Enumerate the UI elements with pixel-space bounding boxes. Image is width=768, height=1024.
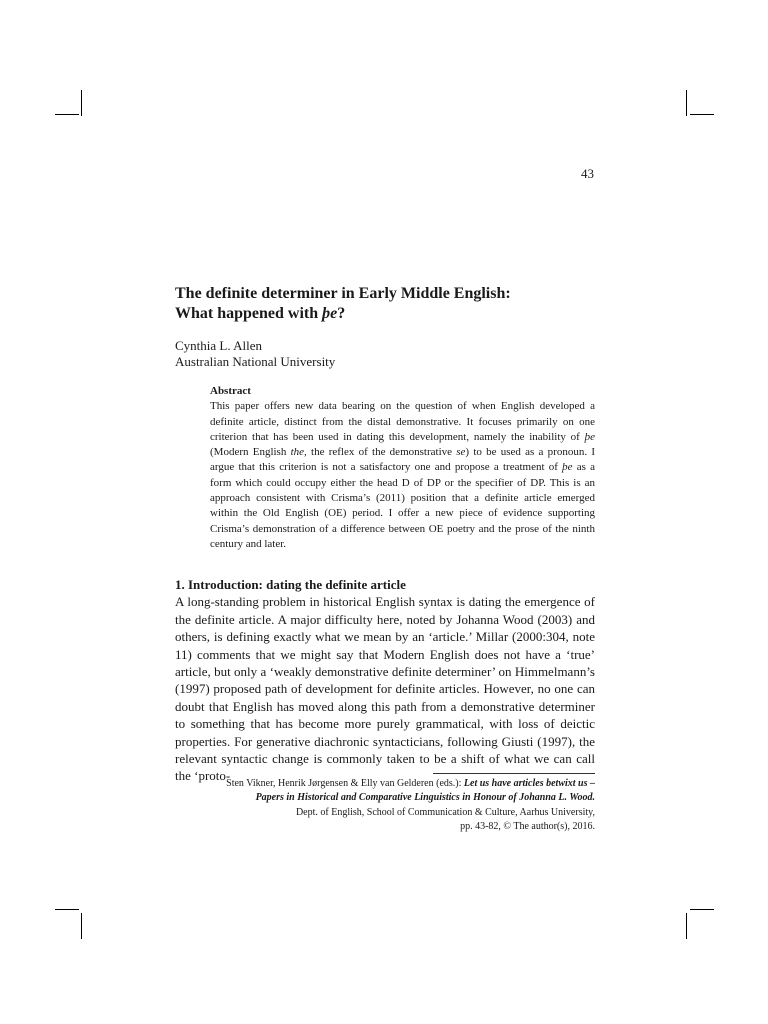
abstract-text: (Modern English <box>210 446 291 459</box>
section-introduction <box>175 576 595 785</box>
title-text: What happened with <box>175 305 323 322</box>
crop-mark <box>690 114 714 115</box>
crop-mark <box>81 913 82 939</box>
author-name: Cynthia L. Allen <box>175 338 263 353</box>
crop-mark <box>686 90 687 116</box>
abstract-italic: the, <box>290 446 307 459</box>
abstract-italic: þe <box>562 461 573 474</box>
footnote-line-2: Papers in Historical and Comparative Linguistics in Honour of Johanna L. Wood. <box>255 792 595 804</box>
section-heading: 1. Introduction: dating the definite article <box>175 577 406 592</box>
citation-footnote <box>175 777 595 835</box>
abstract-heading: Abstract <box>210 385 251 397</box>
abstract-text: ) to be used as a pronoun. I argue that this criterion is not a satisfactory one and propose a treatment of <box>210 446 595 474</box>
footnote-line-1 <box>175 777 595 791</box>
author-affiliation: Australian National University <box>175 354 336 369</box>
section-body: A long-standing problem in historical English syntax is dating the emergence of the definite article. A major difficulty here, noted by Johanna Wood (2003) and others, is defining exactly what we mean by an ‘article.’ Millar (2000:304, note 11) comments that we might say that Modern English does not have a ‘true’ article, but only a ‘weakly demonstrative definite determiner’ on Himmelmann’s (1997) proposed path of development for definite articles. However, no one can doubt that English has moved along this path from a demonstrative determiner to something that has become more purely grammatical, with loss of deictic properties. For generative diachronic syntacticians, following Giusti (1997), the relevant syntactic change is commonly taken to be a shift of what we can call the ‘proto- <box>175 594 595 784</box>
abstract-text: as a form which could occupy either the head D of DP or the specifier of DP. This is an approach consistent with Crisma’s (2011) position that a definite article emerged within the Old English (OE) period. I offer a new piece of evidence supporting Crisma’s demonstration of a difference between OE poetry and the prose of the ninth century and later. <box>210 461 596 550</box>
title-text: ? <box>337 305 346 322</box>
crop-mark <box>686 913 687 939</box>
abstract-text: This paper offers new data bearing on the question of when English developed a definite article, distinct from the distal demonstrative. It focuses primarily on one criterion that has been used in dating this development, namely the inability of <box>210 400 595 443</box>
title-line-1: The definite determiner in Early Middle English: <box>175 285 511 302</box>
footnote-book-title: Let us have articles betwixt us – <box>463 778 595 789</box>
crop-mark <box>55 114 79 115</box>
abstract-body <box>210 399 595 552</box>
footnote-text: Sten Vikner, Henrik Jørgensen & Elly van Gelderen (eds.): <box>226 778 464 789</box>
footnote-line-3: Dept. of English, School of Communication & Culture, Aarhus University, <box>295 806 595 818</box>
abstract <box>210 384 595 552</box>
abstract-italic: se <box>456 446 466 459</box>
abstract-italic: þe <box>584 430 595 443</box>
title-italic: þe <box>322 305 338 322</box>
footnote-line-4: pp. 43-82, © The author(s), 2016. <box>460 821 595 833</box>
abstract-text: the reflex of the demonstrative <box>306 446 457 459</box>
crop-mark <box>55 909 79 910</box>
title-line-2 <box>175 304 595 324</box>
crop-mark <box>81 90 82 116</box>
article-title <box>175 284 595 324</box>
author-block <box>175 338 335 370</box>
page-number: 43 <box>581 166 594 181</box>
crop-mark <box>690 909 714 910</box>
footnote-rule <box>433 773 595 774</box>
